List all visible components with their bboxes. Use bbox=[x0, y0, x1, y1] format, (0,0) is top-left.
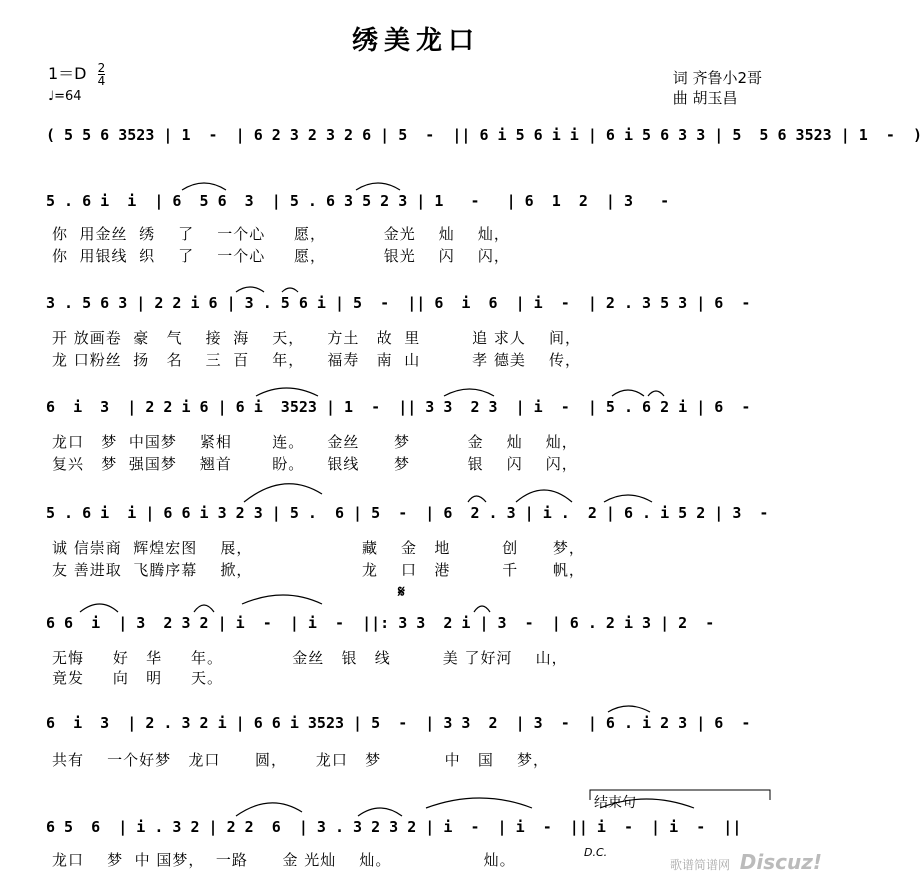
lyric-row-4-verse-2: 复兴 梦 强国梦 翘首 盼。 银线 梦 银 闪 闪， bbox=[52, 455, 578, 473]
slur bbox=[256, 388, 318, 396]
time-signature bbox=[98, 62, 106, 87]
watermark-logo: Discuz! bbox=[739, 850, 822, 874]
slur bbox=[426, 798, 532, 808]
notation-row-5: 5 . 6 i i | 6 6 i 3 2 3 | 5 . 6 | 5 - | 6 2 . 3 | i . 2 | 6 . i 5 2 | 3 - bbox=[46, 504, 769, 522]
slur bbox=[242, 595, 322, 604]
slur bbox=[236, 803, 302, 816]
notation-row-7: 6 i 3 | 2 . 3 2 i | 6 6 i 3523 | 5 - | 3 3 2 | 3 - | 6 . i 2 3 | 6 - bbox=[46, 714, 751, 732]
lyric-row-5-verse-1: 诚 信崇商 辉煌宏图 展， 藏 金 地 创 梦， bbox=[52, 539, 585, 557]
slur bbox=[194, 605, 214, 612]
lyric-row-3-verse-2: 龙 口粉丝 扬 名 三 百 年， 福寿 南 山 孝 德美 传， bbox=[52, 351, 581, 369]
lyric-row-2-verse-1: 你 用金丝 绣 了 一个心 愿， 金光 灿 灿， bbox=[52, 225, 510, 243]
lyric-row-4-verse-1: 龙口 梦 中国梦 紧相 连。 金丝 梦 金 灿 灿， bbox=[52, 433, 578, 451]
ending-label: 结束句 bbox=[594, 795, 636, 811]
notation-row-2: 5 . 6 i i | 6 5 6 3 | 5 . 6 3 5 2 3 | 1 - | 6 1 2 | 3 - bbox=[46, 192, 670, 210]
tempo-marking: ♩=64 bbox=[48, 89, 82, 104]
key-tempo-block bbox=[48, 62, 105, 107]
dc-marking: D.C. bbox=[584, 846, 608, 859]
lyricist-credit: 词 齐鲁小2哥 bbox=[672, 69, 762, 87]
lyric-row-6-verse-1: 无悔 好 华 年。 金丝 银 线 美 了好河 山， bbox=[52, 649, 568, 667]
segno-mark: 𝄋 bbox=[398, 582, 405, 601]
time-sig-top: 2 bbox=[97, 61, 106, 75]
watermark-site: 歌谱简谱网 bbox=[669, 858, 730, 872]
slur bbox=[358, 808, 402, 816]
lyric-row-7-verse-1: 共有 一个好梦 龙口 圆， 龙口 梦 中 国 梦， bbox=[52, 751, 549, 769]
slur bbox=[244, 484, 322, 502]
time-sig-bottom: 4 bbox=[97, 74, 106, 88]
notation-row-3: 3 . 5 6 3 | 2 2 i 6 | 3 . 5 6 i | 5 - || 6 i 6 | i - | 2 . 3 5 3 | 6 - bbox=[46, 294, 751, 312]
slur bbox=[444, 389, 494, 396]
slur bbox=[356, 183, 400, 190]
slur bbox=[182, 183, 226, 190]
lyric-row-2-verse-2: 你 用银线 织 了 一个心 愿， 银光 闪 闪， bbox=[52, 247, 510, 265]
song-title: 绣美龙口 bbox=[351, 26, 480, 56]
notation-row-1: ( 5 5 6 3523 | 1 - | 6 2 3 2 3 2 6 | 5 - || 6 i 5 6 i i | 6 i 5 6 3 3 | 5 5 6 3523 | 1 - ) bbox=[46, 126, 922, 144]
lyric-row-3-verse-1: 开 放画卷 豪 气 接 海 天， 方土 故 里 追 求人 间， bbox=[52, 329, 581, 347]
watermark bbox=[670, 850, 822, 874]
lyric-row-5-verse-2: 友 善进取 飞腾序幕 掀， 龙 口 港 千 帆， bbox=[52, 561, 585, 579]
slur bbox=[80, 604, 118, 612]
composer-credit: 曲 胡玉昌 bbox=[672, 89, 738, 107]
slur bbox=[604, 495, 652, 502]
notation-row-4: 6 i 3 | 2 2 i 6 | 6 i 3523 | 1 - || 3 3 2 3 | i - | 5 . 6 2 i | 6 - bbox=[46, 398, 751, 416]
notation-row-6: 6 6 i | 3 2 3 2 | i - | i - ||: 3 3 2 i | 3 - | 6 . 2 i 3 | 2 - bbox=[46, 614, 715, 632]
slur bbox=[516, 490, 572, 502]
notation-row-8: 6 5 6 | i . 3 2 | 2 2 6 | 3 . 3 2 3 2 | i - | i - || i - | i - || bbox=[46, 818, 742, 836]
lyric-row-8-verse-1: 龙口 梦 中 国梦， 一路 金 光灿 灿。 灿。 bbox=[52, 851, 516, 869]
credits-block bbox=[673, 68, 762, 108]
key-signature: 1＝D bbox=[48, 64, 87, 83]
lyric-row-6-verse-2: 竟发 向 明 天。 bbox=[52, 669, 223, 687]
